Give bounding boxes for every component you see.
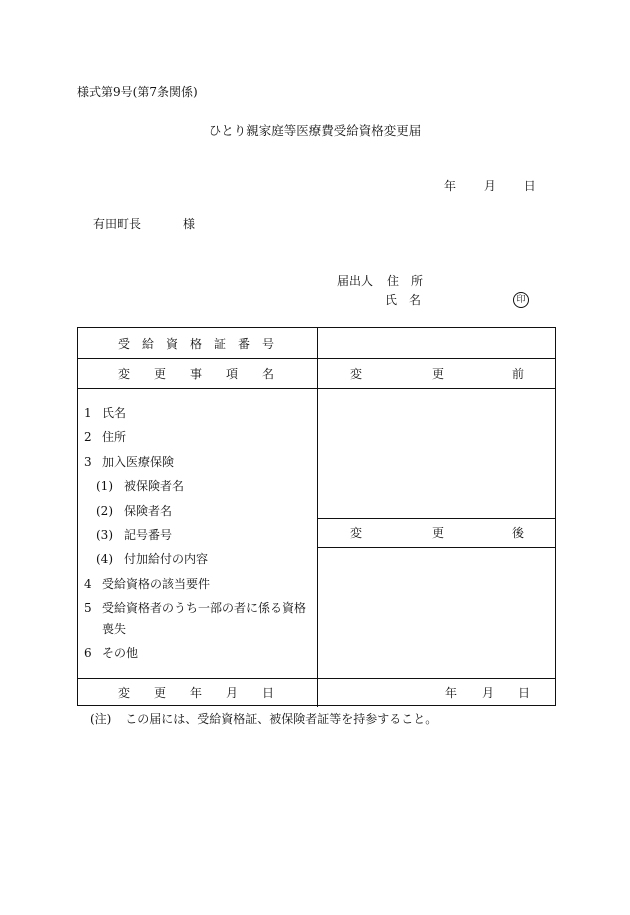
item-number: 1 xyxy=(84,406,92,420)
date-year-label: 年 xyxy=(444,179,457,193)
recipient-name: 有田町長 xyxy=(93,217,142,231)
list-item xyxy=(84,578,210,590)
change-date-year: 年 xyxy=(445,686,458,700)
change-date-label: 変 更 年 月 日 xyxy=(118,686,275,700)
item-number: 3 xyxy=(84,455,92,469)
date-day-label: 日 xyxy=(523,179,536,193)
change-table xyxy=(77,327,556,706)
footnote xyxy=(90,713,437,725)
form-number: 様式第9号(第7条関係) xyxy=(77,85,198,99)
notifier-address-row xyxy=(337,275,423,287)
cert-number-label: 受 給 資 格 証 番 号 xyxy=(118,337,275,351)
item-text: 加入医療保険 xyxy=(102,455,175,469)
list-item xyxy=(84,602,306,614)
item-number: 2 xyxy=(84,430,92,444)
date-month-label: 月 xyxy=(483,179,496,193)
notifier-name-label: 氏 名 xyxy=(385,293,422,307)
change-date-day: 日 xyxy=(518,686,531,700)
before-value-field[interactable] xyxy=(318,390,554,516)
item-text: 受給資格の該当要件 xyxy=(102,577,211,591)
list-item xyxy=(96,529,172,541)
item-number: (4) xyxy=(96,552,113,566)
item-number: 5 xyxy=(84,601,92,615)
item-number: (2) xyxy=(96,504,113,518)
after-header-char: 更 xyxy=(432,526,445,540)
list-item xyxy=(84,407,126,419)
item-text: 保険者名 xyxy=(124,504,173,518)
before-header-char: 変 xyxy=(350,367,363,381)
form-title: ひとり親家庭等医療費受給資格変更届 xyxy=(208,123,422,138)
item-text: 喪失 xyxy=(102,622,127,636)
item-text: 記号番号 xyxy=(124,528,173,542)
before-header-char: 前 xyxy=(512,367,525,381)
item-number: (3) xyxy=(96,528,113,542)
item-text: 被保険者名 xyxy=(124,479,185,493)
seal-mark: 印 xyxy=(513,292,529,308)
item-text: 付加給付の内容 xyxy=(124,552,209,566)
list-item xyxy=(84,456,174,468)
submission-date xyxy=(444,180,536,192)
item-number: 6 xyxy=(84,646,92,660)
list-item xyxy=(84,431,126,443)
list-item xyxy=(96,553,208,565)
list-item xyxy=(84,647,138,659)
row-divider xyxy=(317,518,555,519)
list-item xyxy=(84,623,126,635)
after-header-char: 変 xyxy=(350,526,363,540)
list-item xyxy=(96,480,184,492)
item-text: その他 xyxy=(102,646,139,660)
before-header-char: 更 xyxy=(432,367,445,381)
list-item xyxy=(96,505,172,517)
item-text: 氏名 xyxy=(102,406,127,420)
cert-number-field[interactable] xyxy=(317,336,555,352)
after-value-field[interactable] xyxy=(318,549,554,676)
footnote-text: この届には、受給資格証、被保険者証等を持参すること。 xyxy=(125,712,438,726)
change-items-label: 変 更 事 項 名 xyxy=(118,367,275,381)
recipient-honorific: 様 xyxy=(183,217,196,231)
change-date-month: 月 xyxy=(482,686,495,700)
item-text: 受給資格者のうち一部の者に係る資格 xyxy=(102,601,307,615)
after-header-char: 後 xyxy=(512,526,525,540)
item-number: 4 xyxy=(84,577,92,591)
address-label: 住 所 xyxy=(387,274,424,288)
footnote-label: (注) xyxy=(90,712,112,726)
item-text: 住所 xyxy=(102,430,127,444)
notifier-label: 届出人 xyxy=(337,274,374,288)
row-divider xyxy=(317,547,555,548)
recipient xyxy=(93,217,196,231)
item-number: (1) xyxy=(96,479,113,493)
